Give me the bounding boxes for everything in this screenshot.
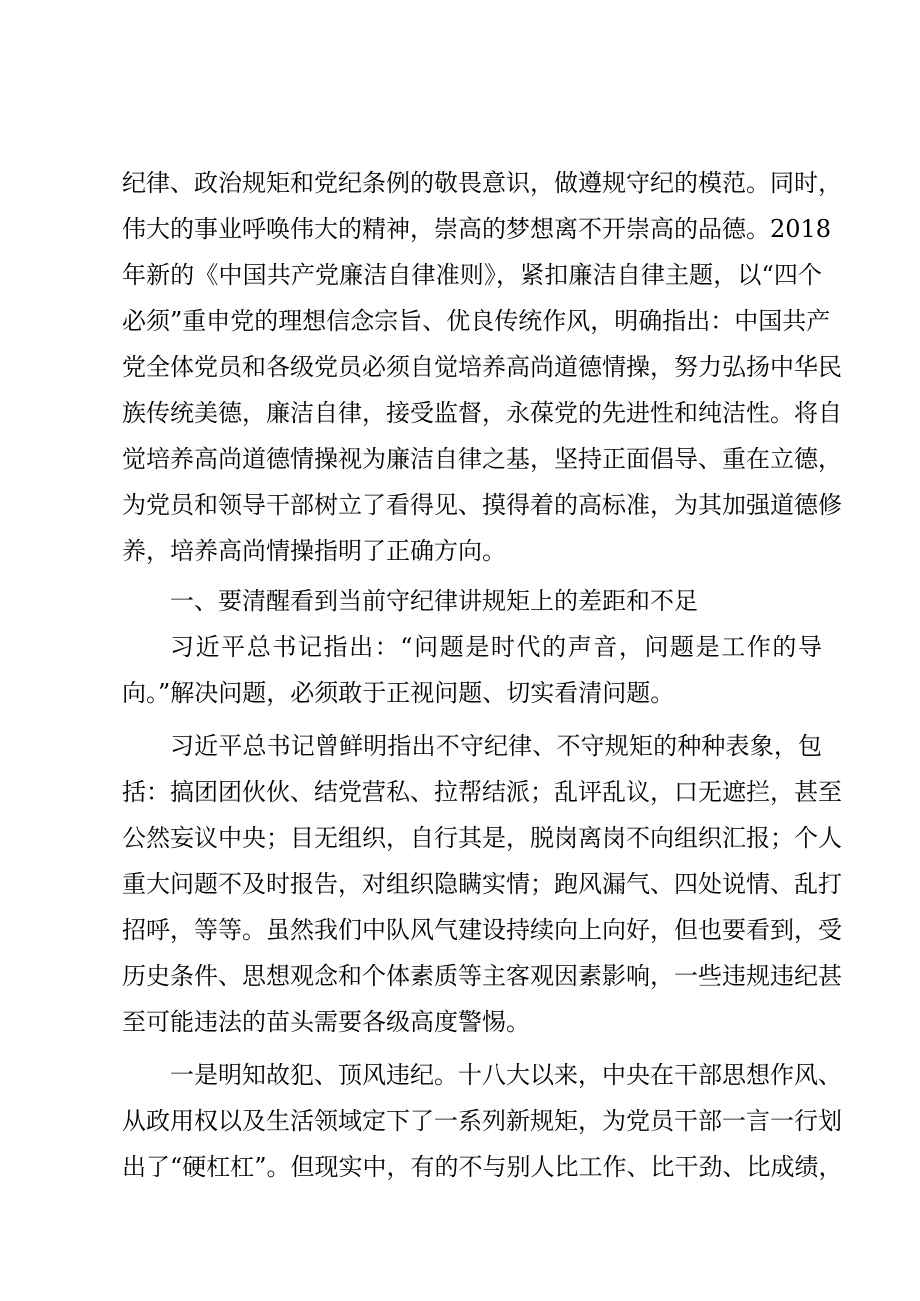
paragraph-3-line: 习近平总书记曾鲜明指出不守纪律、不守规矩的种种表象，包 [170, 732, 822, 760]
paragraph-1-line: 养，培养高尚情操指明了正确方向。 [122, 537, 506, 565]
paragraph-3-line: 历史条件、思想观念和个体素质等主客观因素影响，一些违规违纪甚 [122, 962, 842, 990]
paragraph-3-line: 重大问题不及时报告，对组织隐瞒实情；跑风漏气、四处说情、乱打 [122, 870, 842, 898]
paragraph-3-line: 招呼，等等。虽然我们中队风气建设持续向上向好，但也要看到，受 [122, 916, 842, 944]
paragraph-4-line: 从政用权以及生活领域定下了一系列新规矩，为党员干部一言一行划 [122, 1107, 842, 1135]
paragraph-1-line: 年新的《中国共产党廉洁自律准则》，紧扣廉洁自律主题，以“四个 [122, 261, 822, 289]
paragraph-3-line: 至可能违法的苗头需要各级高度警惕。 [122, 1008, 530, 1036]
paragraph-4-line: 出了“硬杠杠”。但现实中，有的不与别人比工作、比干劲、比成绩， [122, 1153, 843, 1181]
paragraph-1-line: 纪律、政治规矩和党纪条例的敬畏意识，做遵规守纪的模范。同时， [122, 169, 842, 197]
paragraph-2-line: 向。”解决问题，必须敢于正视问题、切实看清问题。 [122, 679, 675, 707]
paragraph-1-line: 族传统美德，廉洁自律，接受监督，永葆党的先进性和纯洁性。将自 [122, 399, 842, 427]
paragraph-3-line: 公然妄议中央；目无组织，自行其是，脱岗离岗不向组织汇报；个人 [122, 824, 842, 852]
paragraph-2-line: 习近平总书记指出：“问题是时代的声音，问题是工作的导 [170, 633, 822, 661]
paragraph-1-line: 为党员和领导干部树立了看得见、摸得着的高标准，为其加强道德修 [122, 491, 842, 519]
paragraph-1-line: 党全体党员和各级党员必须自觉培养高尚道德情操，努力弘扬中华民 [122, 353, 842, 381]
paragraph-1-line: 觉培养高尚道德情操视为廉洁自律之基，坚持正面倡导、重在立德， [122, 445, 842, 473]
paragraph-3-line: 括：搞团团伙伙、结党营私、拉帮结派；乱评乱议，口无遮拦，甚至 [122, 778, 842, 806]
section-heading: 一、要清醒看到当前守纪律讲规矩上的差距和不足 [170, 587, 698, 615]
paragraph-1-line: 伟大的事业呼唤伟大的精神，崇高的梦想离不开崇高的品德。2018 [122, 215, 832, 243]
paragraph-1-line: 必须”重申党的理想信念宗旨、优良传统作风，明确指出：中国共产 [122, 307, 831, 335]
paragraph-4-line: 一是明知故犯、顶风违纪。十八大以来，中央在干部思想作风、 [170, 1061, 842, 1089]
